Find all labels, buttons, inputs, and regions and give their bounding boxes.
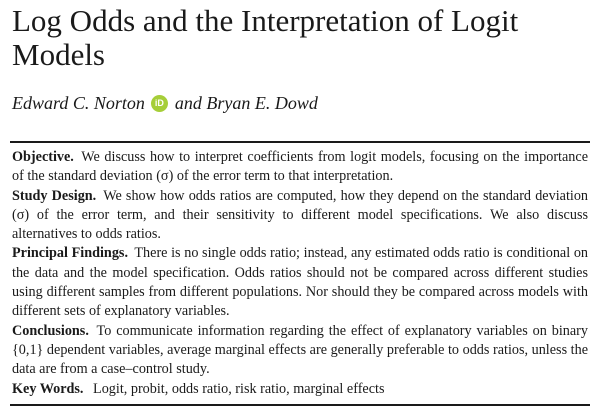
keywords-label: Key Words. (12, 380, 84, 397)
conclusions-paragraph (12, 322, 588, 380)
objective-label: Objective. (12, 149, 74, 165)
objective-text: We discuss how to interpret coefficients from logit models, focusing on the importance of the standard deviation (σ) of the error term to that interpretation. (12, 149, 588, 185)
keywords-paragraph (12, 380, 588, 399)
orcid-icon[interactable]: iD (151, 95, 168, 112)
paper-title: Log Odds and the Interpretation of Logit Models (12, 3, 519, 72)
abstract-bottom-rule (10, 404, 590, 406)
author-line (12, 92, 318, 114)
conclusions-label: Conclusions. (12, 322, 89, 339)
study-design-text: We show how odds ratios are computed, how they depend on the standard deviation (σ) of the error term, and their sensitivity to different model specifications. We also discuss alternatives to odds ratios. (12, 187, 589, 243)
principal-findings-label: Principal Findings. (12, 245, 128, 262)
abstract-box (12, 148, 588, 399)
study-design-paragraph (12, 187, 588, 245)
study-design-label: Study Design. (12, 187, 97, 204)
author-second: and Bryan E. Dowd (174, 93, 318, 113)
objective-paragraph (12, 148, 588, 187)
principal-findings-text: There is no single odds ratio; instead, any estimated odds ratio is conditional on the data and the model specification. Odds ratios should not be compared across different studies using different samples from different populations. Nor should they be compared across models with different sets of explanatory variables. (12, 245, 589, 320)
keywords-text: Logit, probit, odds ratio, risk ratio, marginal effects (93, 380, 385, 397)
principal-findings-paragraph (12, 244, 588, 321)
author-first: Edward C. Norton (12, 93, 145, 113)
abstract-top-rule (10, 141, 590, 143)
conclusions-text: To communicate information regarding the effect of explanatory variables on binary {0,1} dependent variables, average marginal effects are generally preferable to odds ratios, unless the data are from a case–control study. (12, 322, 588, 378)
